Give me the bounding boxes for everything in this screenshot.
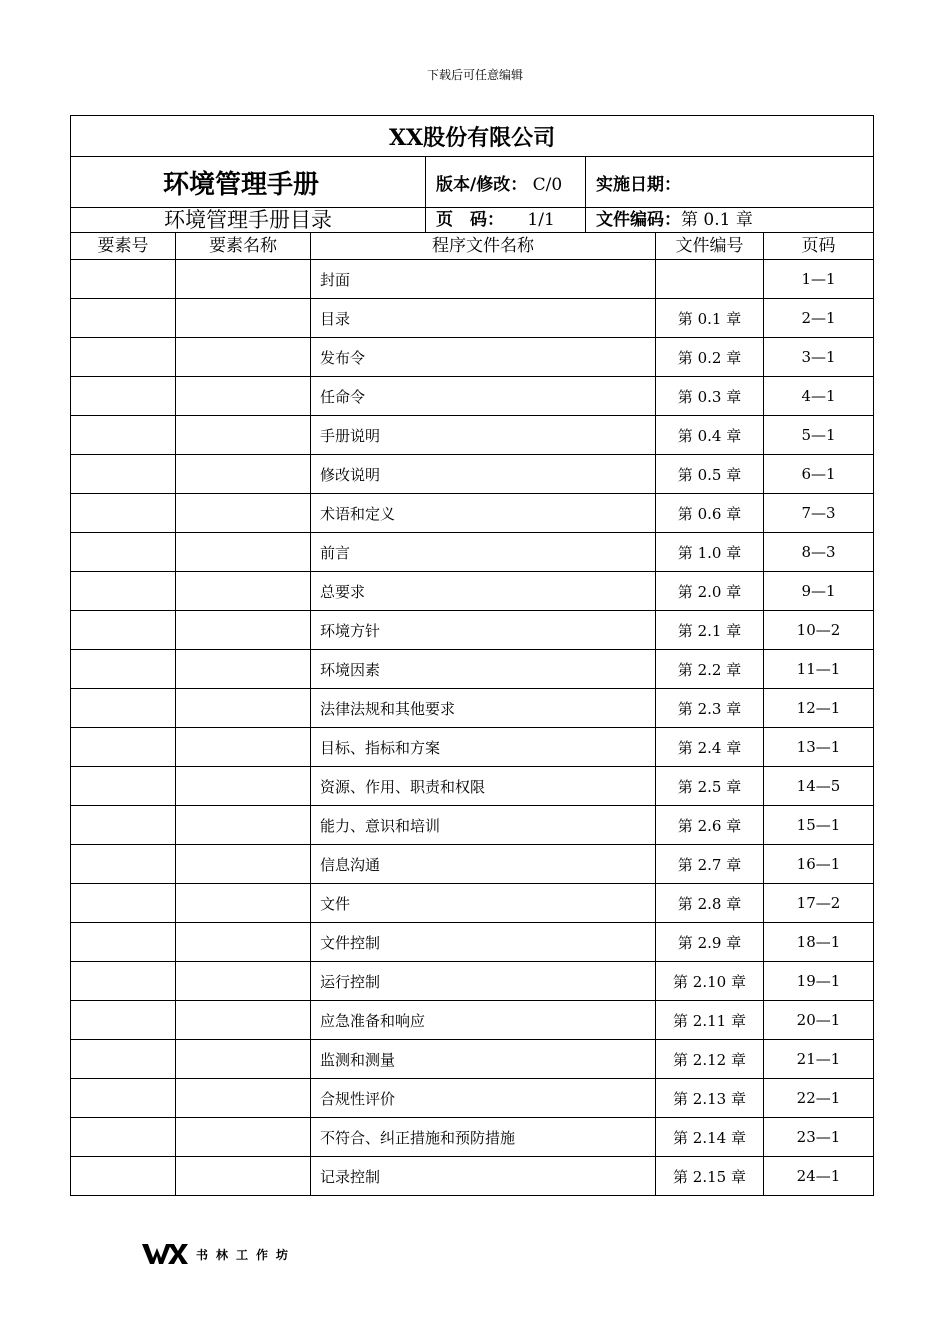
file-code-cell: 第 2.15 章	[656, 1157, 764, 1196]
page-cell: 14—5	[764, 767, 874, 806]
code-cell	[586, 208, 874, 233]
file-code-cell: 第 2.13 章	[656, 1079, 764, 1118]
file-code-cell: 第 2.7 章	[656, 845, 764, 884]
code-value: 第 0.1 章	[681, 210, 753, 230]
page-value: 1/1	[527, 210, 555, 230]
file-code-cell: 第 2.1 章	[656, 611, 764, 650]
procedure-name-cell: 前言	[311, 533, 656, 572]
table-row	[71, 767, 874, 806]
page-cell: 16—1	[764, 845, 874, 884]
element-name-cell	[176, 767, 311, 806]
date-label: 实施日期：	[596, 174, 681, 195]
element-no-cell	[71, 689, 176, 728]
procedure-name-cell: 合规性评价	[311, 1079, 656, 1118]
element-no-cell	[71, 1040, 176, 1079]
file-code-cell: 第 2.8 章	[656, 884, 764, 923]
procedure-name-cell: 运行控制	[311, 962, 656, 1001]
element-no-cell	[71, 1118, 176, 1157]
element-no-cell	[71, 806, 176, 845]
page-cell: 22—1	[764, 1079, 874, 1118]
procedure-name-cell: 法律法规和其他要求	[311, 689, 656, 728]
procedure-name-cell: 应急准备和响应	[311, 1001, 656, 1040]
page-cell: 7—3	[764, 494, 874, 533]
footer-logo	[142, 1242, 296, 1266]
page-cell: 10—2	[764, 611, 874, 650]
element-name-cell	[176, 962, 311, 1001]
table-row	[71, 260, 874, 299]
column-header-element-name: 要素名称	[176, 233, 311, 260]
element-name-cell	[176, 1079, 311, 1118]
table-row	[71, 572, 874, 611]
table-row	[71, 650, 874, 689]
procedure-name-cell: 不符合、纠正措施和预防措施	[311, 1118, 656, 1157]
element-no-cell	[71, 455, 176, 494]
document-frame	[70, 115, 873, 1196]
file-code-cell: 第 2.12 章	[656, 1040, 764, 1079]
procedure-name-cell: 记录控制	[311, 1157, 656, 1196]
version-cell	[426, 157, 586, 208]
element-name-cell	[176, 416, 311, 455]
element-name-cell	[176, 689, 311, 728]
file-code-cell: 第 0.3 章	[656, 377, 764, 416]
element-no-cell	[71, 1001, 176, 1040]
table-row	[71, 611, 874, 650]
company-name: XX股份有限公司	[71, 116, 874, 157]
table-row	[71, 455, 874, 494]
table-row	[71, 299, 874, 338]
element-name-cell	[176, 923, 311, 962]
version-label: 版本/修改：	[436, 174, 528, 195]
table-row	[71, 1157, 874, 1196]
manual-title: 环境管理手册	[71, 157, 426, 208]
file-code-cell: 第 1.0 章	[656, 533, 764, 572]
page-cell: 12—1	[764, 689, 874, 728]
element-name-cell	[176, 845, 311, 884]
column-header-element-no: 要素号	[71, 233, 176, 260]
procedure-name-cell: 环境方针	[311, 611, 656, 650]
element-no-cell	[71, 494, 176, 533]
toc-title: 环境管理手册目录	[71, 208, 426, 233]
element-no-cell	[71, 533, 176, 572]
file-code-cell: 第 0.1 章	[656, 299, 764, 338]
table-row	[71, 884, 874, 923]
table-row	[71, 338, 874, 377]
procedure-name-cell: 术语和定义	[311, 494, 656, 533]
table-body	[71, 260, 874, 1196]
procedure-name-cell: 目录	[311, 299, 656, 338]
code-label: 文件编码：	[596, 210, 681, 230]
element-no-cell	[71, 377, 176, 416]
element-name-cell	[176, 1118, 311, 1157]
page-cell: 24—1	[764, 1157, 874, 1196]
column-header-file-code: 文件编号	[656, 233, 764, 260]
element-name-cell	[176, 1001, 311, 1040]
page-cell: 8—3	[764, 533, 874, 572]
column-header-page: 页码	[764, 233, 874, 260]
procedure-name-cell: 环境因素	[311, 650, 656, 689]
element-no-cell	[71, 845, 176, 884]
element-no-cell	[71, 1079, 176, 1118]
element-name-cell	[176, 377, 311, 416]
element-no-cell	[71, 728, 176, 767]
table-row	[71, 1040, 874, 1079]
element-no-cell	[71, 338, 176, 377]
table-header-row	[71, 233, 874, 260]
element-name-cell	[176, 650, 311, 689]
element-name-cell	[176, 1157, 311, 1196]
element-name-cell	[176, 884, 311, 923]
page-cell: 1—1	[764, 260, 874, 299]
table-row	[71, 1079, 874, 1118]
element-name-cell	[176, 572, 311, 611]
element-name-cell	[176, 299, 311, 338]
table-row	[71, 494, 874, 533]
element-no-cell	[71, 923, 176, 962]
page-cell	[426, 208, 586, 233]
page-cell: 6—1	[764, 455, 874, 494]
page-cell: 5—1	[764, 416, 874, 455]
page-cell: 18—1	[764, 923, 874, 962]
element-no-cell	[71, 767, 176, 806]
file-code-cell: 第 2.6 章	[656, 806, 764, 845]
date-cell	[586, 157, 874, 208]
file-code-cell: 第 0.4 章	[656, 416, 764, 455]
table-row	[71, 1118, 874, 1157]
table-row	[71, 962, 874, 1001]
column-header-procedure-name: 程序文件名称	[311, 233, 656, 260]
page-cell: 15—1	[764, 806, 874, 845]
table-row	[71, 923, 874, 962]
procedure-name-cell: 目标、指标和方案	[311, 728, 656, 767]
file-code-cell	[656, 260, 764, 299]
element-name-cell	[176, 728, 311, 767]
file-code-cell: 第 2.11 章	[656, 1001, 764, 1040]
procedure-name-cell: 文件控制	[311, 923, 656, 962]
version-value: C/0	[532, 174, 563, 195]
page-cell: 23—1	[764, 1118, 874, 1157]
element-name-cell	[176, 611, 311, 650]
element-name-cell	[176, 260, 311, 299]
table-row	[71, 377, 874, 416]
page-cell: 9—1	[764, 572, 874, 611]
page-cell: 21—1	[764, 1040, 874, 1079]
element-name-cell	[176, 1040, 311, 1079]
procedure-name-cell: 监测和测量	[311, 1040, 656, 1079]
procedure-name-cell: 总要求	[311, 572, 656, 611]
table-row	[71, 689, 874, 728]
element-no-cell	[71, 260, 176, 299]
element-name-cell	[176, 533, 311, 572]
element-no-cell	[71, 962, 176, 1001]
procedure-name-cell: 封面	[311, 260, 656, 299]
table-row	[71, 806, 874, 845]
file-code-cell: 第 2.3 章	[656, 689, 764, 728]
procedure-name-cell: 能力、意识和培训	[311, 806, 656, 845]
element-no-cell	[71, 611, 176, 650]
procedure-name-cell: 资源、作用、职责和权限	[311, 767, 656, 806]
procedure-name-cell: 任命令	[311, 377, 656, 416]
procedure-name-cell: 信息沟通	[311, 845, 656, 884]
table-row	[71, 845, 874, 884]
procedure-name-cell: 发布令	[311, 338, 656, 377]
page-cell: 19—1	[764, 962, 874, 1001]
wx-logo-icon	[142, 1242, 190, 1266]
procedure-name-cell: 文件	[311, 884, 656, 923]
page-cell: 4—1	[764, 377, 874, 416]
file-code-cell: 第 2.14 章	[656, 1118, 764, 1157]
page-cell: 17—2	[764, 884, 874, 923]
file-code-cell: 第 2.5 章	[656, 767, 764, 806]
page-note: 下载后可任意编辑	[426, 68, 523, 82]
page-label: 页 码：	[436, 210, 504, 230]
file-code-cell: 第 2.10 章	[656, 962, 764, 1001]
file-code-cell: 第 2.4 章	[656, 728, 764, 767]
toc-table	[70, 232, 874, 1196]
page-cell: 13—1	[764, 728, 874, 767]
element-no-cell	[71, 572, 176, 611]
page-cell: 20—1	[764, 1001, 874, 1040]
element-no-cell	[71, 1157, 176, 1196]
table-row	[71, 1001, 874, 1040]
procedure-name-cell: 手册说明	[311, 416, 656, 455]
page-cell: 2—1	[764, 299, 874, 338]
element-no-cell	[71, 416, 176, 455]
element-name-cell	[176, 494, 311, 533]
file-code-cell: 第 2.0 章	[656, 572, 764, 611]
page-cell: 11—1	[764, 650, 874, 689]
file-code-cell: 第 0.5 章	[656, 455, 764, 494]
page-cell: 3—1	[764, 338, 874, 377]
header-table	[70, 115, 874, 233]
element-name-cell	[176, 338, 311, 377]
table-row	[71, 416, 874, 455]
file-code-cell: 第 2.9 章	[656, 923, 764, 962]
table-row	[71, 728, 874, 767]
element-no-cell	[71, 650, 176, 689]
element-name-cell	[176, 455, 311, 494]
element-name-cell	[176, 806, 311, 845]
table-row	[71, 533, 874, 572]
element-no-cell	[71, 299, 176, 338]
file-code-cell: 第 0.2 章	[656, 338, 764, 377]
file-code-cell: 第 0.6 章	[656, 494, 764, 533]
procedure-name-cell: 修改说明	[311, 455, 656, 494]
file-code-cell: 第 2.2 章	[656, 650, 764, 689]
footer-text: 书林工作坊	[196, 1247, 297, 1262]
element-no-cell	[71, 884, 176, 923]
